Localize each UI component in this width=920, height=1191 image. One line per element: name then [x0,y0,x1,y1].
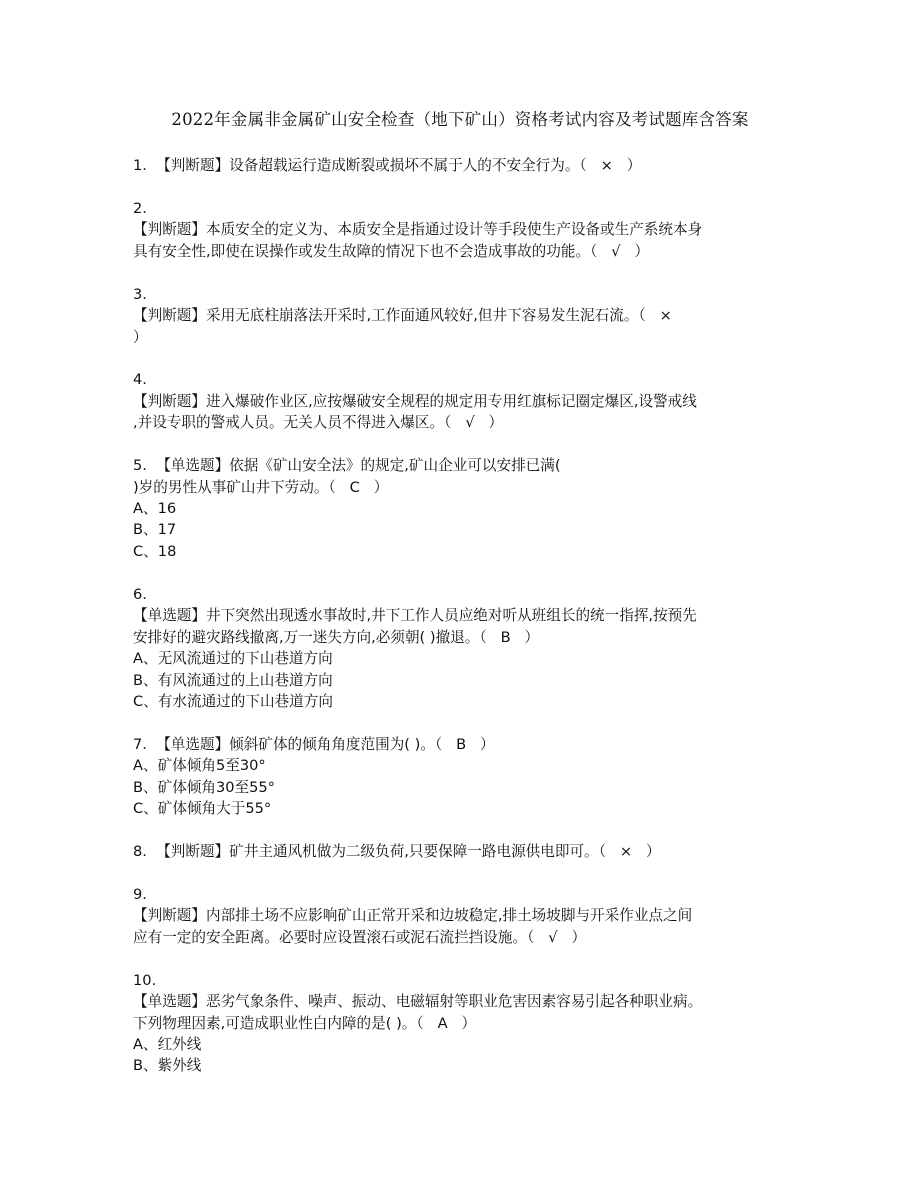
question-list [133,155,793,1098]
question-text-line: 【判断题】进入爆破作业区,应按爆破安全规程的规定用专用红旗标记圈定爆区,设警戒线 [133,392,697,410]
question-text-line: 【判断题】采用无底柱崩落法开采时,工作面通风较好,但井下容易发生泥石流。（ × [133,307,672,325]
option-c: C、18 [133,542,177,560]
question-8 [133,841,793,862]
question-number: 6. [133,585,147,603]
question-text-line: 应有一定的安全距离。必要时应设置滚石或泥石流拦挡设施。（ √ ） [133,928,587,946]
question-text-line: 1. 【判断题】设备超载运行造成断裂或损坏不属于人的不安全行为。（ × ） [133,157,642,174]
option-c: C、矿体倾角大于55° [133,800,272,818]
question-text-line: 【单选题】恶劣气象条件、噪声、振动、电磁辐射等职业危害因素容易引起各种职业病。 [133,993,703,1011]
question-7 [133,734,793,820]
question-6 [133,584,793,713]
question-text-line: ） [133,328,148,346]
question-text-line: 具有安全性,即使在误操作或发生故障的情况下也不会造成事故的功能。（ √ ） [133,242,650,260]
question-3 [133,284,793,348]
question-text-line: 安排好的避灾路线撤离,万一迷失方向,必须朝( )撤退。（ B ） [133,628,540,646]
question-10 [133,970,793,1077]
question-text-line: 【单选题】井下突然出现透水事故时,井下工作人员应绝对听从班组长的统一指挥,按预先 [133,607,697,625]
option-a: A、红外线 [133,1035,202,1053]
question-text-line: 7. 【单选题】倾斜矿体的倾角角度范围为( )。（ B ） [133,735,495,753]
question-5 [133,455,793,562]
option-c: C、有水流通过的下山巷道方向 [133,692,333,710]
question-number: 2. [133,199,147,217]
option-a: A、16 [133,500,177,517]
question-text-line: 【判断题】本质安全的定义为、本质安全是指通过设计等手段使生产设备或生产系统本身 [133,221,703,239]
option-b: B、有风流通过的上山巷道方向 [133,671,333,689]
question-text-line: )岁的男性从事矿山井下劳动。（ C ） [133,478,389,496]
question-4 [133,369,793,433]
option-a: A、矿体倾角5至30° [133,757,266,775]
question-9 [133,884,793,948]
question-text-line: ,并设专职的警戒人员。无关人员不得进入爆区。（ √ ） [133,414,504,432]
question-text-line: 【判断题】内部排土场不应影响矿山正常开采和边坡稳定,排土场坡脚与开采作业点之间 [133,907,693,925]
question-2 [133,198,793,262]
option-b: B、17 [133,521,177,539]
question-number: 3. [133,285,147,303]
question-text-line: 8. 【判断题】矿井主通风机做为二级负荷,只要保障一路电源供电即可。（ × ） [133,843,661,860]
document-title: 2022年金属非金属矿山安全检查（地下矿山）资格考试内容及考试题库含答案 [171,110,749,129]
option-b: B、紫外线 [133,1057,202,1075]
option-a: A、无风流通过的下山巷道方向 [133,650,333,668]
option-b: B、矿体倾角30至55° [133,778,276,796]
question-number: 9. [133,885,147,903]
question-text-line: 下列物理因素,可造成职业性白内障的是( )。（ A ） [133,1014,477,1032]
question-number: 10. [133,971,157,989]
question-1 [133,155,793,176]
question-number: 4. [133,371,147,389]
question-text-line: 5. 【单选题】依据《矿山安全法》的规定,矿山企业可以安排已满( [133,457,561,475]
